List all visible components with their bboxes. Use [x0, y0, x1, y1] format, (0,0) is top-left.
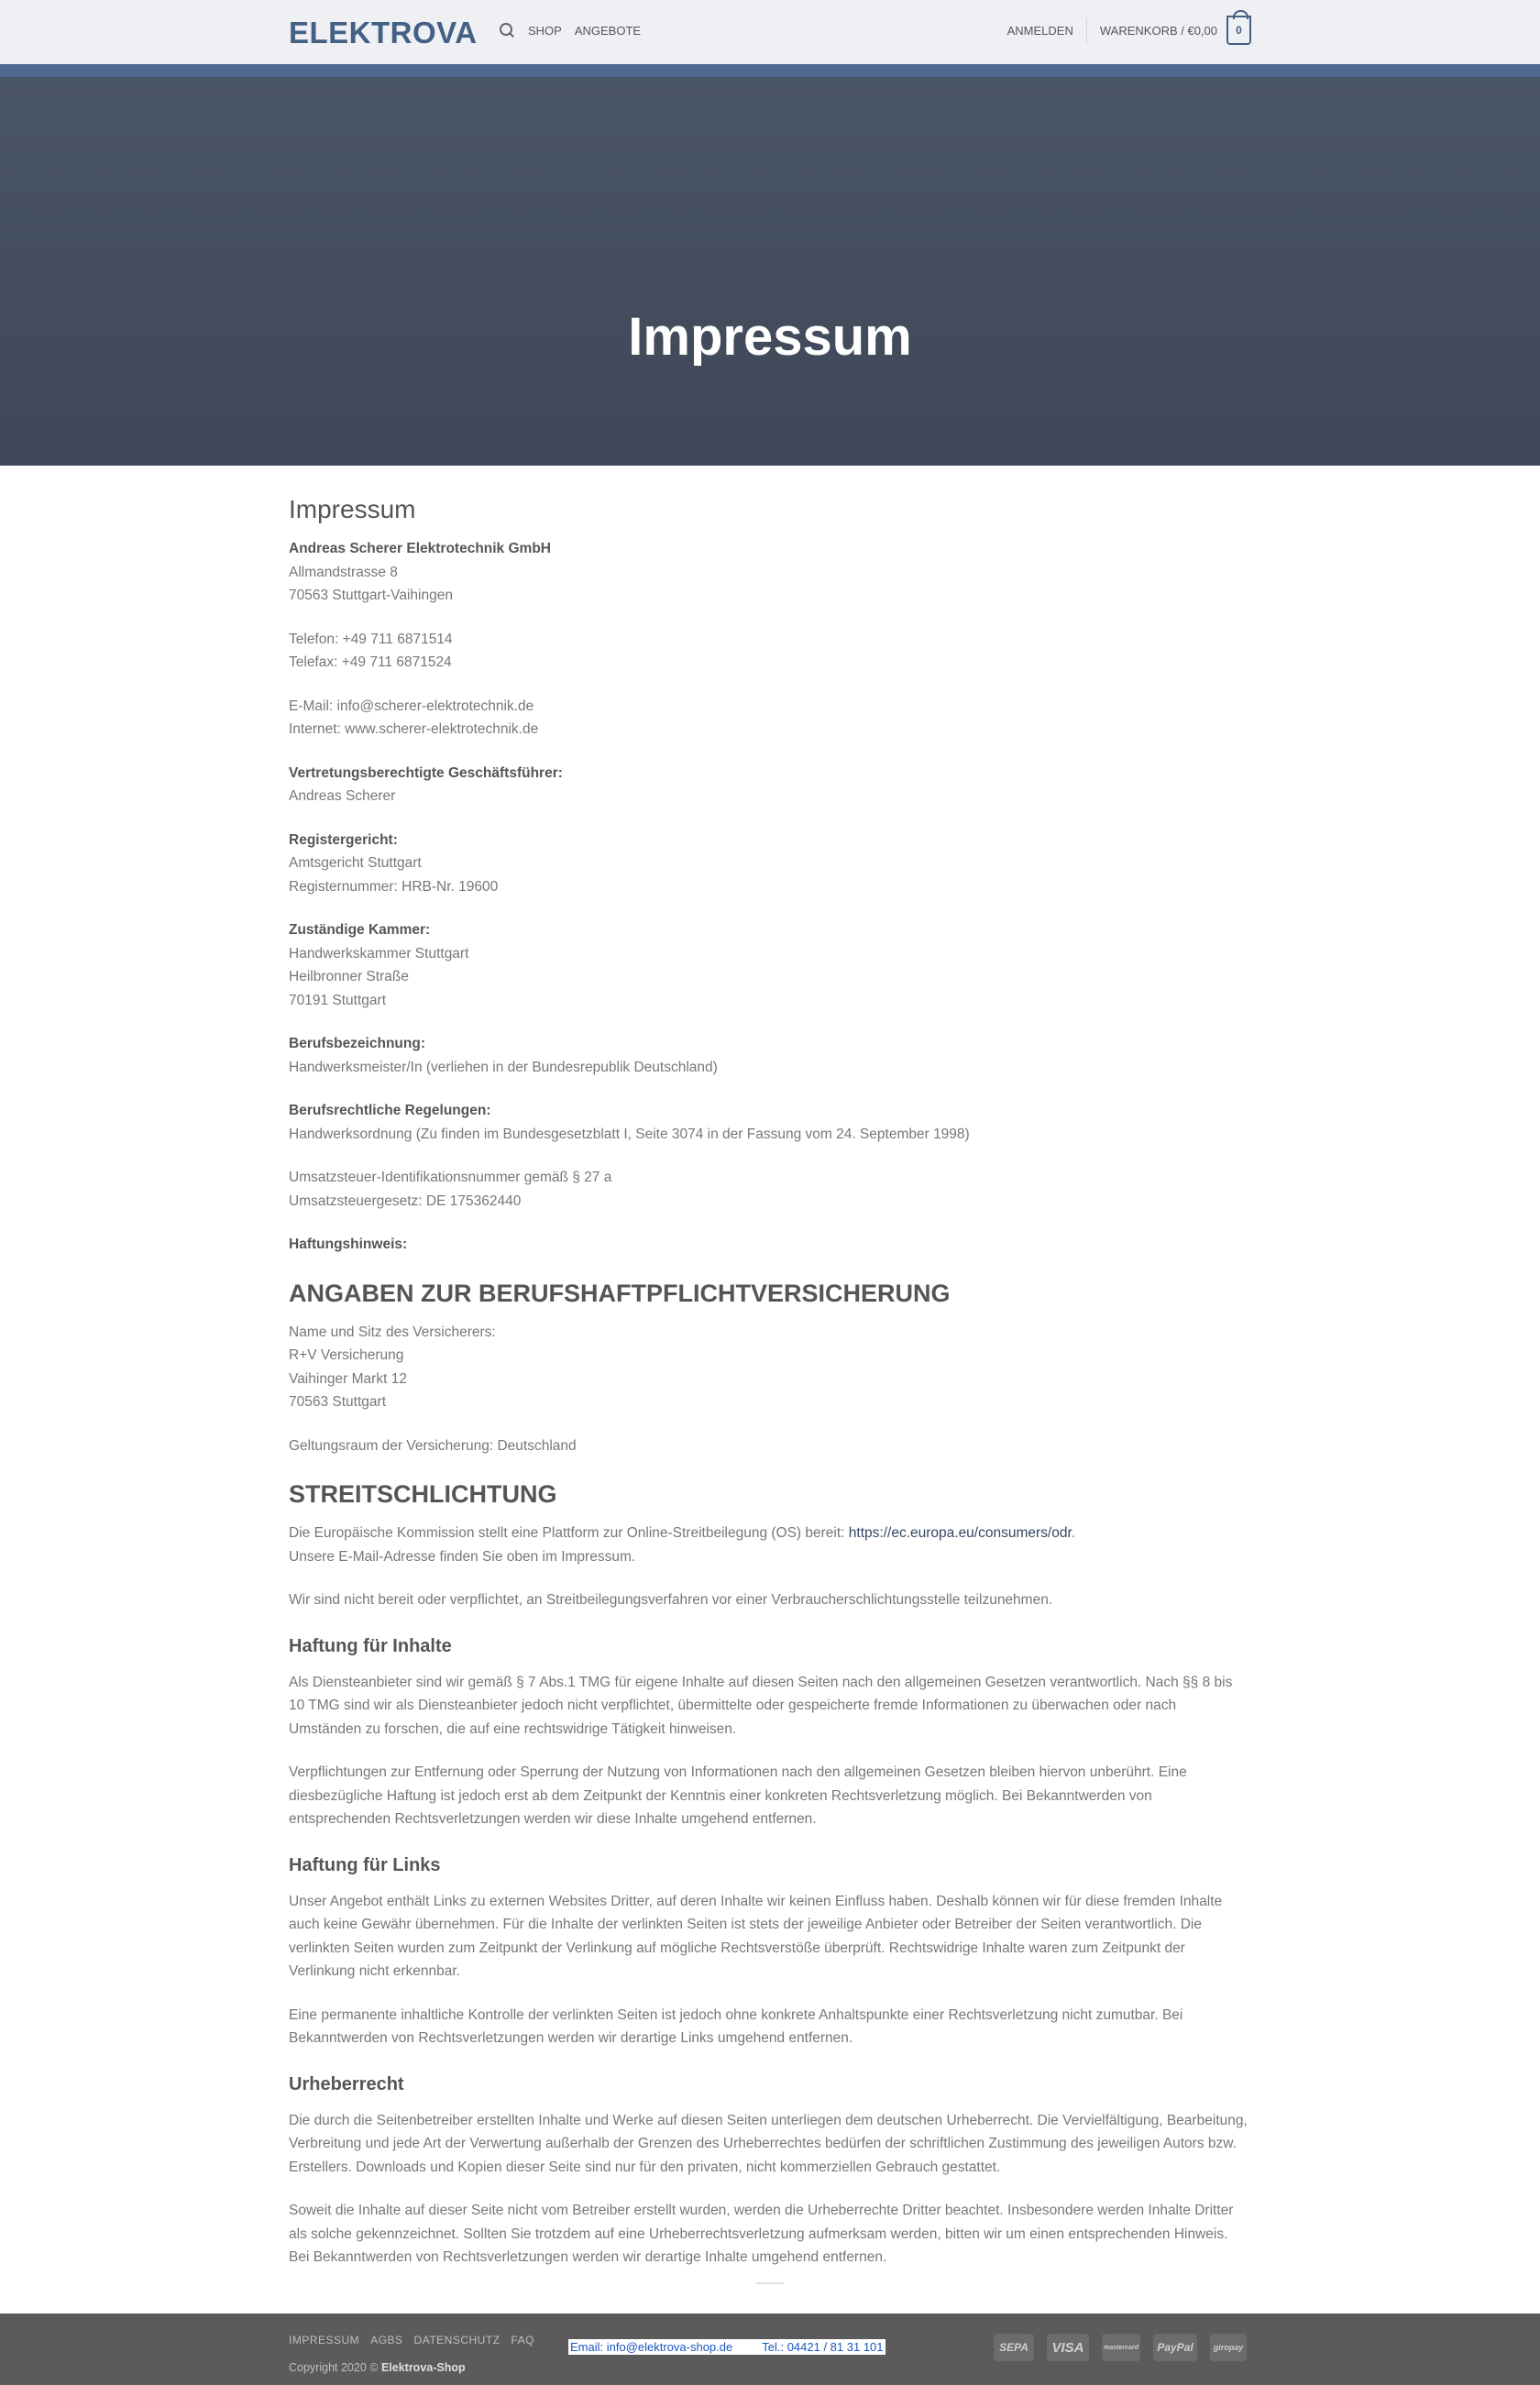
visa-icon: VISA	[1047, 2334, 1089, 2361]
insurer-name: R+V Versicherung	[289, 1347, 404, 1363]
insurance-scope: Geltungsraum der Versicherung: Deutschland	[289, 1437, 577, 1454]
vat-line-2: Umsatzsteuergesetz: DE 175362440	[289, 1192, 522, 1209]
links-liability-p1: Unser Angebot enthält Links zu externen Websites Dritter, auf deren Inhalte wir keinen Einfluss haben. Deshalb können wir für diese fremden Inhalte auch keine Gewähr übernehmen. Für die Inhalte der verlinkten Seiten ist stets der jeweilige Anbieter oder Betreiber der Seiten verantwortlich. Die verlinkten Seiten wurden zum Zeitpunkt der Verlinkung auf mögliche Rechtsverstöße überprüft. Rechtswidrige Inhalte waren zum Zeitpunkt der Verlinkung nicht erkennbar.	[289, 1893, 1223, 1979]
cart-count: 0	[1236, 24, 1242, 37]
liability-block	[289, 1233, 1251, 1257]
fax: Telefax: +49 711 6871524	[289, 654, 452, 670]
cart-link[interactable]: WARENKORB / €0,00	[1099, 23, 1217, 38]
footer-nav	[289, 2334, 534, 2347]
rules: Handwerksordnung (Zu finden im Bundesgesetzblatt I, Seite 3074 in der Fassung vom 24. September 1998)	[289, 1126, 970, 1142]
search-icon[interactable]	[499, 22, 515, 38]
profession: Handwerksmeister/In (verliehen in der Bundesrepublik Deutschland)	[289, 1059, 718, 1075]
city: 70563 Stuttgart-Vaihingen	[289, 588, 453, 603]
nav-angebote[interactable]: ANGEBOTE	[574, 23, 642, 38]
chamber-label: Zuständige Kammer:	[289, 922, 431, 938]
phone: Telefon: +49 711 6871514	[289, 631, 453, 647]
copyright-p1: Die durch die Seitenbetreiber erstellten Inhalte und Werke auf diesen Seiten unterliegen dem deutschen Urheberrecht. Die Vervielfältigung, Bearbeitung, Verbreitung und jede Art der Verwertung außerhalb der Grenzen des Urheberrechtes bedürfen der schriftlichen Zustimmung des jeweiligen Autors bzw. Erstellers. Downloads und Kopien dieser Seite sind nur für den privaten, nicht kommerziellen Gebrauch gestattet.	[289, 2112, 1248, 2175]
footer-link-datenschutz[interactable]: DATENSCHUTZ	[413, 2334, 500, 2347]
paypal-icon: PayPal	[1153, 2334, 1197, 2361]
site-footer	[0, 2314, 1540, 2385]
insurer-city: 70563 Stuttgart	[289, 1394, 386, 1410]
street: Allmandstrasse 8	[289, 564, 398, 580]
links-liability-p2: Eine permanente inhaltliche Kontrolle der verlinkten Seiten ist jedoch ohne konkrete Anhaltspunkte einer Rechtsverletzung nicht zumutbar. Bei Bekanntwerden von Rechtsverletzungen werden wir derartige Links umgehend entfernen.	[289, 2006, 1183, 2046]
footer-email[interactable]: Email: info@elektrova-shop.de	[570, 2340, 733, 2354]
dispute-heading: STREITSCHLICHTUNG	[289, 1480, 557, 1508]
footer-link-agbs[interactable]: AGBS	[370, 2334, 403, 2347]
copyright-prefix: Copyright 2020 ©	[289, 2361, 381, 2374]
content-liability-heading: Haftung für Inhalte	[289, 1635, 452, 1656]
page-heading: Impressum	[289, 495, 416, 523]
register-court: Amtsgericht Stuttgart	[289, 855, 422, 871]
managers-block	[289, 762, 1251, 808]
insurance-heading: ANGABEN ZUR BERUFSHAFTPFLICHTVERSICHERUNG	[289, 1279, 951, 1307]
chamber-name: Handwerkskammer Stuttgart	[289, 945, 469, 962]
chamber-block	[289, 918, 1251, 1012]
chamber-city: 70191 Stuttgart	[289, 992, 386, 1008]
vat-line-1: Umsatzsteuer-Identifikationsnummer gemäß § 27 a	[289, 1170, 612, 1185]
nav-divider	[1086, 17, 1087, 43]
dispute-text: Die Europäische Kommission stellt eine Plattform zur Online-Streitbeilegung (OS) bereit:	[289, 1525, 849, 1541]
footer-contact	[568, 2339, 886, 2355]
email: E-Mail: info@scherer-elektrotechnik.de	[289, 698, 534, 714]
login-link[interactable]: ANMELDEN	[1006, 23, 1073, 38]
profession-block	[289, 1032, 1251, 1079]
copyright-heading: Urheberrecht	[289, 2073, 404, 2094]
vat-block	[289, 1166, 1251, 1213]
site-logo[interactable]: ELEKTROVA	[289, 16, 478, 49]
online-block	[289, 695, 1251, 742]
chamber-street: Heilbronner Straße	[289, 969, 409, 984]
sepa-icon: SEPA	[994, 2334, 1034, 2361]
odr-link[interactable]: https://ec.europa.eu/consumers/odr	[848, 1525, 1072, 1541]
content-end-divider	[756, 2282, 784, 2284]
copyright-brand: Elektrova-Shop	[380, 2361, 466, 2374]
footer-link-faq[interactable]: FAQ	[511, 2334, 535, 2347]
footer-link-impressum[interactable]: IMPRESSUM	[289, 2334, 360, 2347]
giropay-icon: giropay	[1210, 2334, 1247, 2361]
footer-phone[interactable]: Tel.: 04421 / 81 31 101	[762, 2340, 884, 2354]
liability-label: Haftungshinweis:	[289, 1236, 408, 1252]
dispute-period: .	[1071, 1525, 1076, 1541]
managers-label: Vertretungsberechtigte Geschäftsführer:	[289, 764, 563, 781]
insurer-street: Vaihinger Markt 12	[289, 1370, 407, 1387]
register-number: Registernummer: HRB-Nr. 19600	[289, 878, 499, 895]
cart-icon[interactable]	[1226, 16, 1251, 45]
main-content	[289, 493, 1251, 2284]
footer-copyright	[289, 2361, 466, 2374]
register-block	[289, 829, 1251, 899]
hero-banner	[0, 77, 1540, 466]
hero-stripe	[0, 64, 1540, 77]
hero-title: Impressum	[628, 307, 912, 367]
internet: Internet: www.scherer-elektrotechnik.de	[289, 721, 539, 737]
mastercard-icon: mastercard	[1102, 2334, 1140, 2361]
copyright-p2: Soweit die Inhalte auf dieser Seite nicht vom Betreiber erstellt wurden, werden die Urheberrechte Dritter beachtet. Insbesondere werden Inhalte Dritter als solche gekennzeichnet. Sollten Sie trotzdem auf eine Urheberrechtsverletzung aufmerksam werden, bitten wir um einen entsprechenden Hinweis. Bei Bekanntwerden von Rechtsverletzungen werden wir derartige Inhalte umgehend entfernen.	[289, 2203, 1234, 2265]
dispute-email-note: Unsere E-Mail-Adresse finden Sie oben im Impressum.	[289, 1548, 636, 1565]
main-nav	[499, 22, 641, 38]
dispute-refusal: Wir sind nicht bereit oder verpflichtet, an Streitbeilegungsverfahren vor einer Verbraucherschlichtungsstelle teilzunehmen.	[289, 1592, 1053, 1608]
nav-shop[interactable]: SHOP	[528, 23, 562, 38]
payment-icons	[994, 2334, 1247, 2361]
company-name: Andreas Scherer Elektrotechnik GmbH	[289, 541, 551, 556]
account-nav	[1007, 16, 1251, 45]
dispute-block	[289, 1522, 1251, 1568]
address-block	[289, 537, 1251, 608]
links-liability-heading: Haftung für Links	[289, 1854, 441, 1875]
content-liability-p1: Als Diensteanbieter sind wir gemäß § 7 Abs.1 TMG für eigene Inhalte auf diesen Seiten nach den allgemeinen Gesetzen verantwortlich. Nach §§ 8 bis 10 TMG sind wir als Diensteanbieter jedoch nicht verpflichtet, übermittelte oder gespeicherte fremde Informationen zu überwachen oder nach Umständen zu forschen, die auf eine rechtswidrige Tätigkeit hinweisen.	[289, 1674, 1233, 1737]
rules-block	[289, 1099, 1251, 1146]
phone-block	[289, 628, 1251, 675]
insurer-label: Name und Sitz des Versicherers:	[289, 1324, 496, 1340]
site-header	[0, 0, 1540, 64]
content-liability-p2: Verpflichtungen zur Entfernung oder Sperrung der Nutzung von Informationen nach den allgemeinen Gesetzen bleiben hiervon unberührt. Eine diesbezügliche Haftung ist jedoch erst ab dem Zeitpunkt der Kenntnis einer konkreten Rechtsverletzung möglich. Bei Bekanntwerden von entsprechenden Rechtsverletzungen werden wir diese Inhalte umgehend entfernen.	[289, 1764, 1187, 1827]
profession-label: Berufsbezeichnung:	[289, 1036, 425, 1051]
managers: Andreas Scherer	[289, 788, 396, 804]
register-label: Registergericht:	[289, 831, 398, 848]
rules-label: Berufsrechtliche Regelungen:	[289, 1103, 491, 1118]
insurer-block	[289, 1321, 1251, 1414]
